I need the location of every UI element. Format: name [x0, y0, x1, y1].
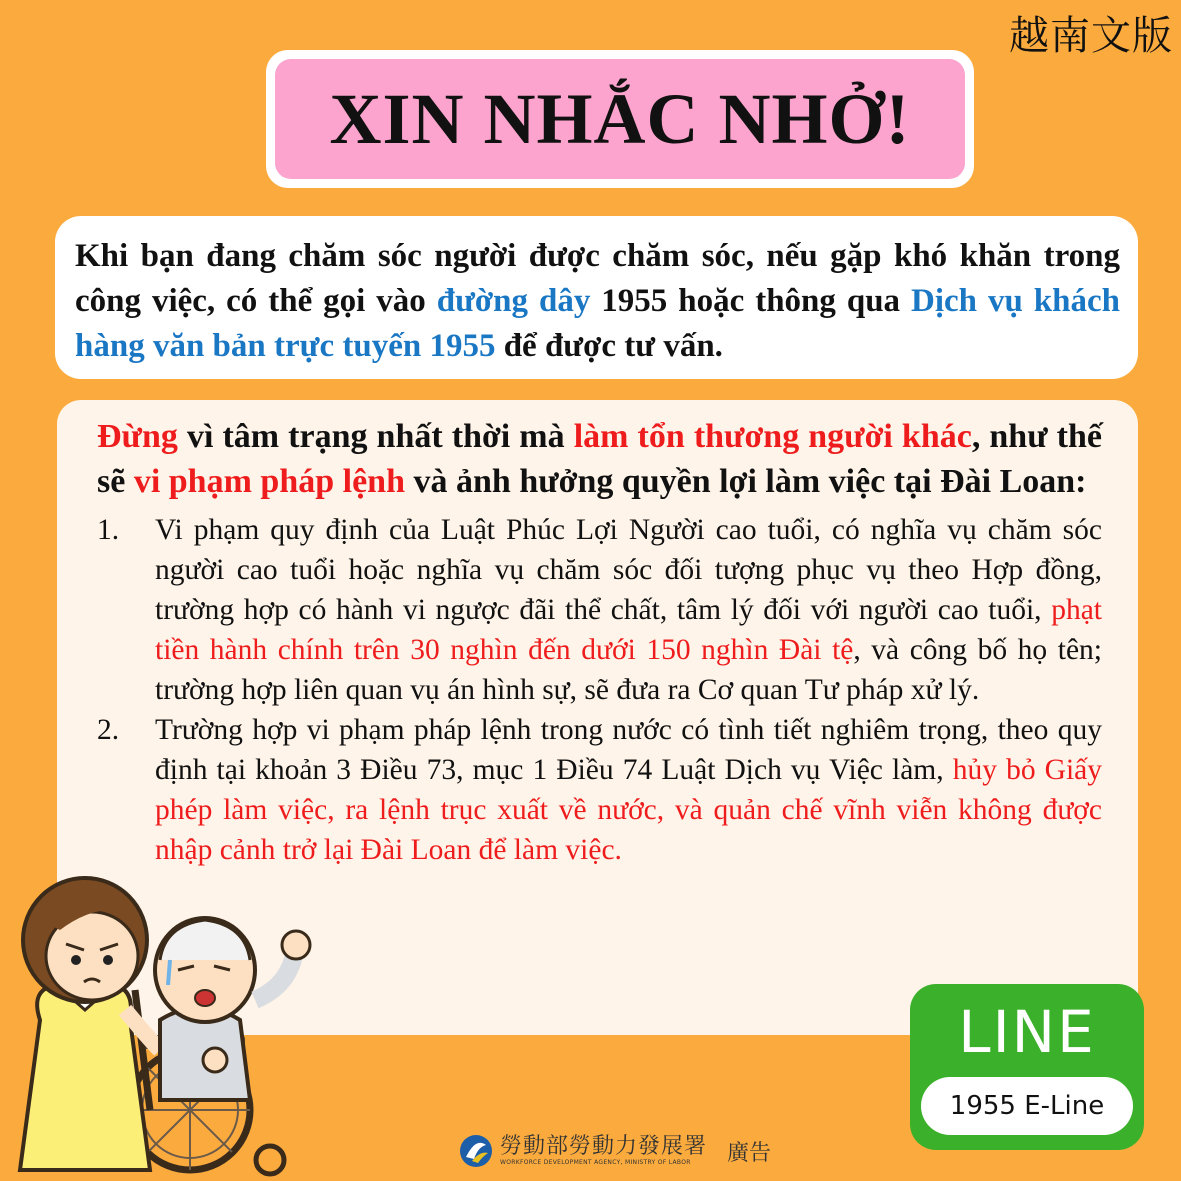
warning-dont: Đừng — [97, 418, 178, 455]
warning-text-1: vì tâm trạng nhất thời mà — [177, 418, 574, 455]
rule-penalty: hủy bỏ Giấy phép làm việc, ra lệnh trục xuất về nước, và quản chế vĩnh viễn không được nhập cảnh trở lại Đài Loan để làm việc. — [155, 754, 1103, 866]
rule-penalty: phạt tiền hành chính trên 30 nghìn đến dưới 150 nghìn Đài tệ — [155, 594, 1102, 666]
footer — [458, 1130, 771, 1172]
info-text-2: 1955 hoặc thông qua — [590, 283, 912, 319]
page-title: XIN NHẮC NHỞ! — [275, 59, 965, 179]
rule-text: Vi phạm quy định của Luật Phúc Lợi Người cao tuổi, có nghĩa vụ chăm sóc người cao tuổi hoặc nghĩa vụ chăm sóc đối tượng phục vụ theo Hợp đồng, trường hợp có hành vi ngược đãi thể chất, tâm lý đối với người cao tuổi, — [155, 514, 1102, 626]
elderly-person-figure — [155, 918, 310, 1100]
line-id-button[interactable]: 1955 E-Line — [921, 1077, 1133, 1135]
title-banner — [266, 50, 974, 188]
list-number: 2. — [97, 714, 120, 746]
warning-text-3: và ảnh hưởng quyền lợi làm việc tại Đài Loan: — [405, 463, 1087, 500]
rules-list — [97, 510, 1102, 870]
warning-violate: vi phạm pháp lệnh — [133, 463, 405, 500]
list-text — [155, 710, 1102, 870]
agency-logo-icon — [458, 1133, 494, 1169]
caregiver-wheelchair-illustration — [0, 870, 330, 1181]
warning-harm: làm tổn thương người khác — [573, 418, 972, 455]
line-contact-card[interactable] — [910, 984, 1144, 1150]
agency-name — [500, 1135, 707, 1167]
line-title: LINE — [958, 998, 1096, 1066]
online-service-link[interactable]: Dịch vụ khách hàng văn bản trực tuyến 1955 — [75, 283, 1120, 364]
info-text-1: Khi bạn đang chăm sóc người được chăm sóc, nếu gặp khó khăn trong công việc, có thể gọi vào — [75, 238, 1120, 319]
hotline-link[interactable]: đường dây — [436, 283, 591, 319]
agency-name-zh: 勞動部勞動力發展署 — [500, 1134, 708, 1159]
warning-heading — [97, 414, 1102, 504]
rule-text: Trường hợp vi phạm pháp lệnh trong nước có tình tiết nghiêm trọng, theo quy định tại khoản 3 Điều 73, mục 1 Điều 74 Luật Dịch vụ Việc làm, — [155, 714, 1102, 786]
rule-text-end: , và công bố họ tên; trường hợp liên quan vụ án hình sự, sẽ đưa ra Cơ quan Tư pháp xử lý. — [155, 634, 1102, 706]
caregiver-figure — [20, 878, 160, 1170]
list-item — [97, 510, 1102, 710]
list-number: 1. — [97, 514, 120, 546]
info-text-3: để được tư vấn. — [495, 328, 723, 364]
language-tag: 越南文版 — [1009, 13, 1173, 59]
hotline-info-box — [55, 216, 1138, 379]
list-item — [97, 710, 1102, 870]
list-text — [155, 510, 1102, 710]
warning-text-2: , như thế sẽ — [97, 418, 1102, 500]
ad-label: 廣告 — [727, 1140, 772, 1166]
agency-name-en: WORKFORCE DEVELOPMENT AGENCY, MINISTRY OF LABOR — [500, 1159, 691, 1166]
